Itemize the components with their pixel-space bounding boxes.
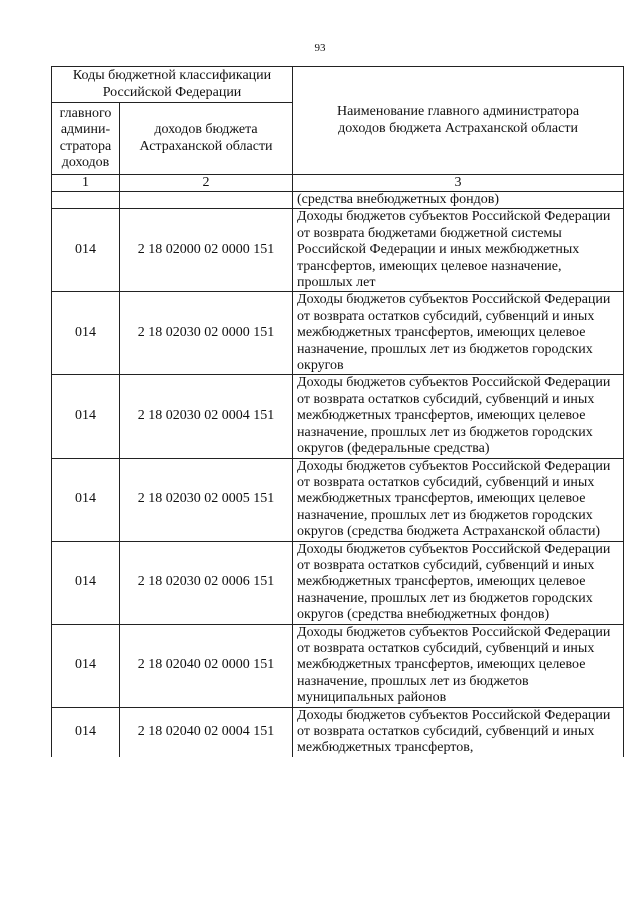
description-cell: Доходы бюджетов субъектов Российской Федерации от возврата остатков субсидий, субвенций и иных межбюджетных трансфертов, имеющих целевое назначение, прошлых лет из бюджетов городских округов (средства бюджета Астраханской области) (293, 458, 624, 541)
description-cell: Доходы бюджетов субъектов Российской Федерации от возврата бюджетами бюджетной системы Российской Федерации и иных межбюджетных трансфертов, имеющих целевое назначение, прошлых лет (293, 209, 624, 292)
revenue-code-cell: 2 18 02030 02 0005 151 (120, 458, 293, 541)
table-row (52, 209, 624, 292)
column-number-2: 2 (120, 175, 293, 192)
table-row (52, 707, 624, 757)
table-row (52, 458, 624, 541)
description-cell: Доходы бюджетов субъектов Российской Федерации от возврата остатков субсидий, субвенций и иных межбюджетных трансфертов, имеющих целевое назначение, прошлых лет из бюджетов городских округов (федеральные средства) (293, 375, 624, 458)
revenue-code-cell: 2 18 02030 02 0004 151 (120, 375, 293, 458)
budget-codes-table (51, 66, 624, 757)
continuation-row (52, 192, 624, 209)
continuation-cell-2 (120, 192, 293, 209)
header-group-title: Коды бюджетной классификации Российской Федерации (52, 67, 293, 103)
column-number-1: 1 (52, 175, 120, 192)
table-row (52, 375, 624, 458)
admin-code-cell: 014 (52, 624, 120, 707)
column-numbers-row (52, 175, 624, 192)
table-row (52, 624, 624, 707)
continuation-text: (средства внебюджетных фондов) (293, 192, 624, 209)
page-number: 93 (314, 42, 326, 54)
table-row (52, 292, 624, 375)
revenue-code-cell: 2 18 02040 02 0004 151 (120, 707, 293, 757)
description-cell: Доходы бюджетов субъектов Российской Федерации от возврата остатков субсидий, субвенций и иных межбюджетных трансфертов, имеющих целевое назначение, прошлых лет из бюджетов городских округов (средства внебюджетных фондов) (293, 541, 624, 624)
admin-code-cell: 014 (52, 292, 120, 375)
description-cell: Доходы бюджетов субъектов Российской Федерации от возврата остатков субсидий, субвенций и иных межбюджетных трансфертов, имеющих целевое назначение, прошлых лет из бюджетов муниципальных районов (293, 624, 624, 707)
header-col1-title: главного админи-стратора доходов (52, 103, 120, 175)
revenue-code-cell: 2 18 02030 02 0000 151 (120, 292, 293, 375)
admin-code-cell: 014 (52, 541, 120, 624)
header-row-top (52, 67, 624, 103)
revenue-code-cell: 2 18 02040 02 0000 151 (120, 624, 293, 707)
header-col3-title: Наименование главного администратора доходов бюджета Астраханской области (293, 67, 624, 175)
admin-code-cell: 014 (52, 209, 120, 292)
admin-code-cell: 014 (52, 458, 120, 541)
continuation-cell-1 (52, 192, 120, 209)
admin-code-cell: 014 (52, 375, 120, 458)
revenue-code-cell: 2 18 02030 02 0006 151 (120, 541, 293, 624)
table-row (52, 541, 624, 624)
column-number-3: 3 (293, 175, 624, 192)
admin-code-cell: 014 (52, 707, 120, 757)
description-cell: Доходы бюджетов субъектов Российской Федерации от возврата остатков субсидий, субвенций и иных межбюджетных трансфертов, (293, 707, 624, 757)
description-cell: Доходы бюджетов субъектов Российской Федерации от возврата остатков субсидий, субвенций и иных межбюджетных трансфертов, имеющих целевое назначение, прошлых лет из бюджетов городских округов (293, 292, 624, 375)
header-col2-title: доходов бюджета Астраханской области (120, 103, 293, 175)
revenue-code-cell: 2 18 02000 02 0000 151 (120, 209, 293, 292)
